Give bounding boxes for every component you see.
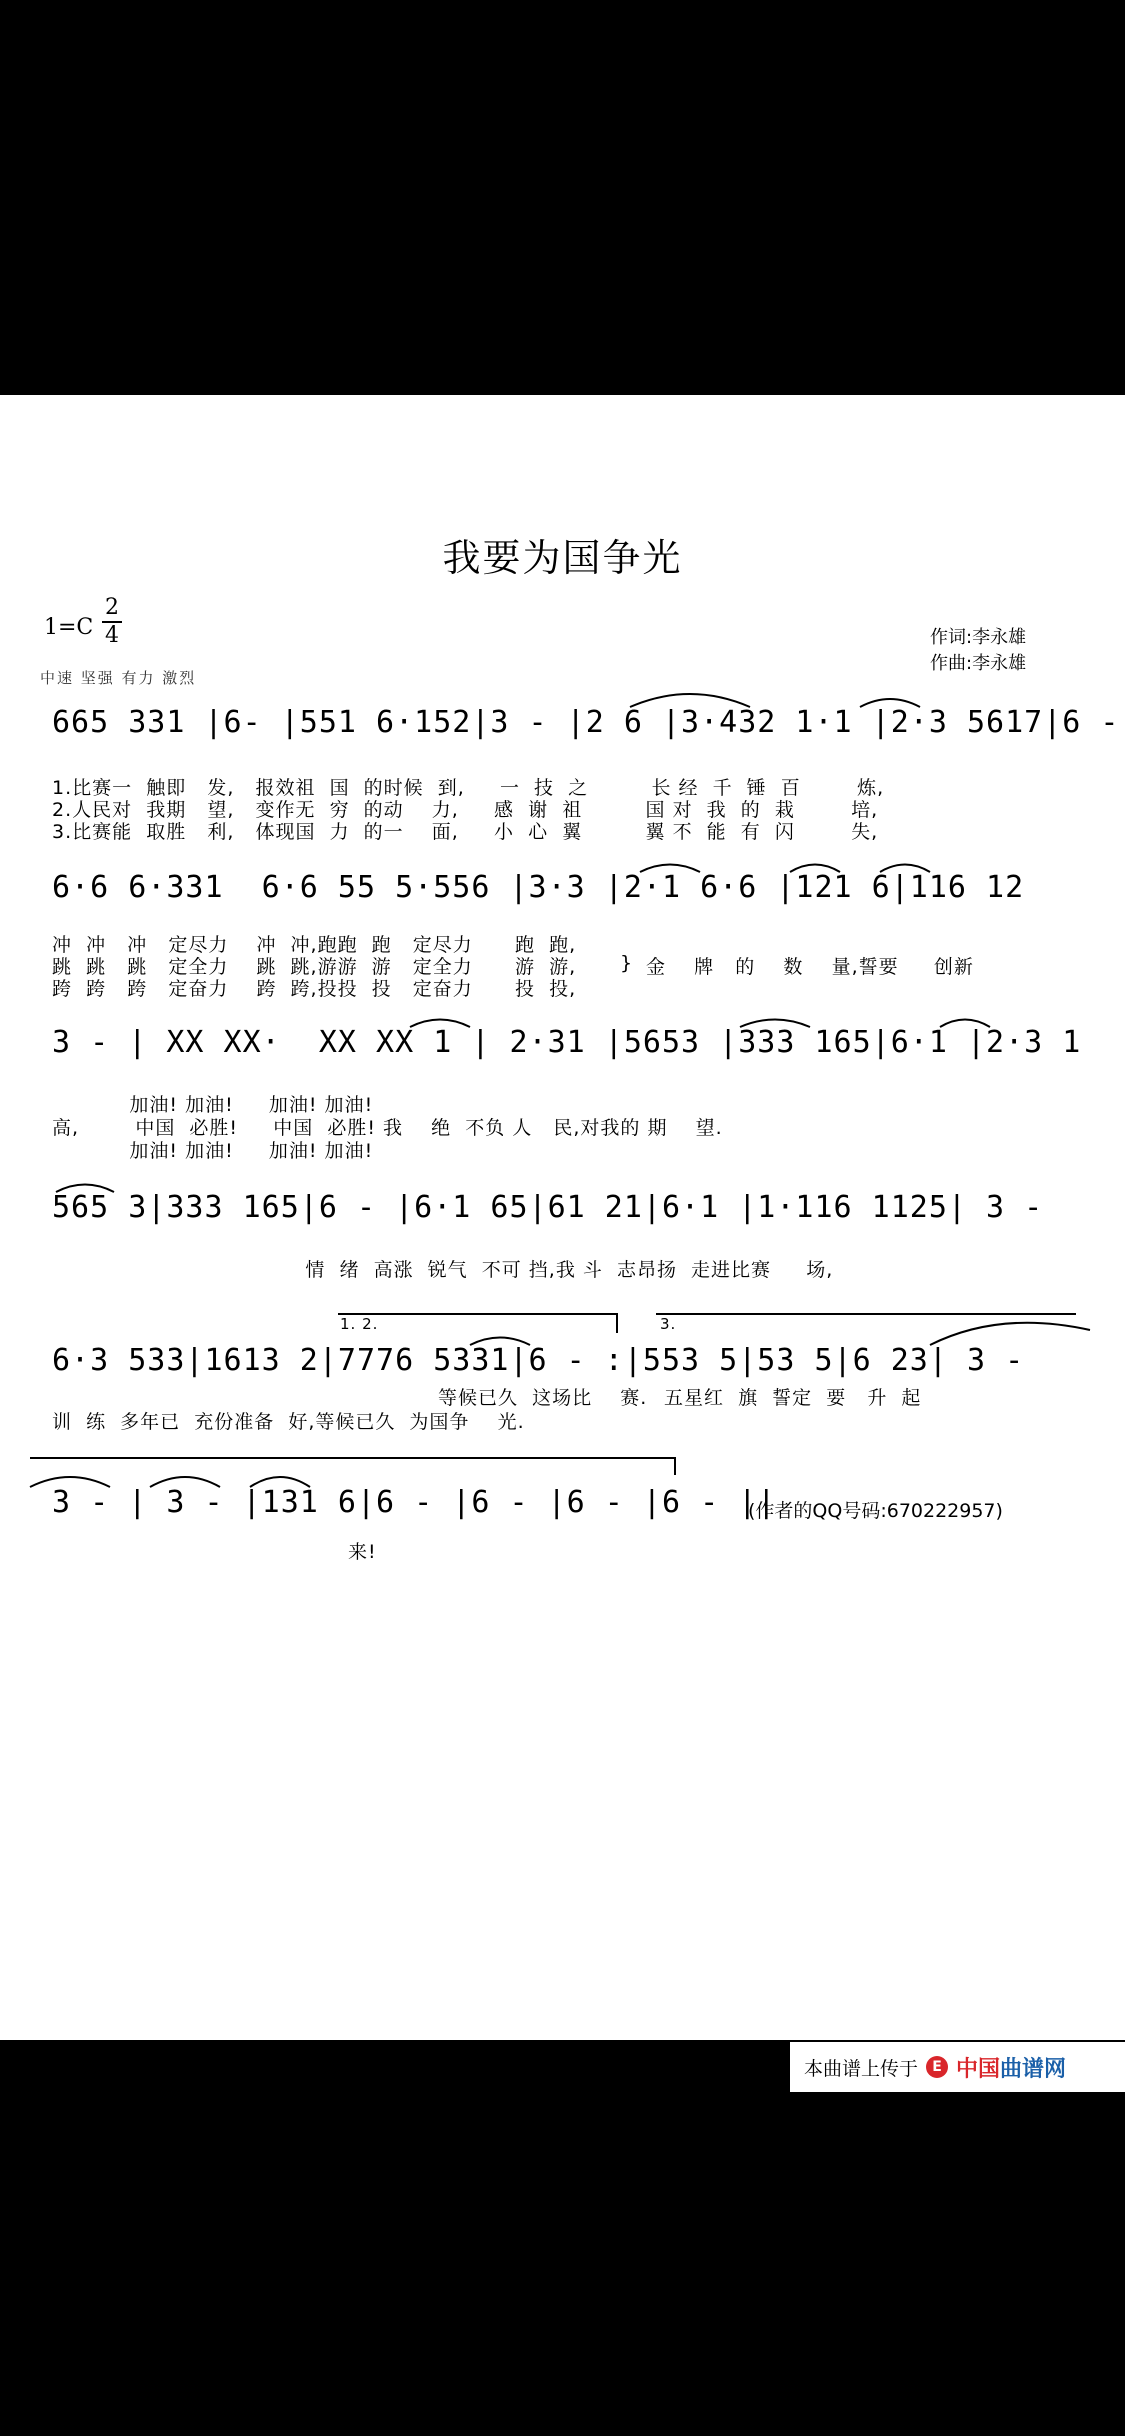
notation-row-5: 6·3 533|1613 2|7776 5331|6 - :|553 5|53 5|6 23| 3 - [52, 1343, 1025, 1378]
site-logo-icon: E [926, 2056, 948, 2078]
lyric-line-5-alt: 等候已久 这场比 赛. [438, 1387, 648, 1409]
time-bottom: 4 [105, 623, 119, 648]
site-brand[interactable]: 中国曲谱网 [956, 2056, 1067, 2082]
brace: } [620, 952, 634, 974]
slur-marks [0, 395, 1125, 2040]
lyric-line-3-3: 加油! 加油! 加油! 加油! [52, 1140, 374, 1162]
tempo-marking: 中速 坚强 有力 激烈 [40, 669, 197, 687]
lyric-line-3-2: 高, 中国 必胜! 中国 必胜! 我 绝 不负 人 民,对我的 期 望. [52, 1117, 723, 1139]
volta-1-2-label: 1. 2. [340, 1315, 379, 1333]
author-qq: (作者的QQ号码:670222957) [748, 1500, 1003, 1522]
uploaded-label: 本曲谱上传于 [804, 2057, 919, 2080]
site-footer [790, 2042, 1125, 2092]
composer: 作曲:李永雄 [930, 653, 1027, 674]
lyric-line-2-2: 跳 跳 跳 定全力 跳 跳,游游 游 定全力 游 游, [52, 956, 577, 978]
volta-3-label: 3. [660, 1315, 677, 1333]
lyric-line-1-1: 1.比赛一 触即 发, 报效祖 国 的时候 到, 一 技 之 长 经 千 锤 百 炼, [52, 777, 885, 799]
lyric-line-4: 情 绪 高涨 锐气 不可 挡,我 斗 志昂扬 走进比赛 场, [52, 1259, 834, 1281]
notation-row-2: 6·6 6·331 6·6 55 5·556 |3·3 |2·1 6·6 |121 6|116 12 [52, 870, 1025, 905]
lyric-line-2-3: 跨 跨 跨 定奋力 跨 跨,投投 投 定奋力 投 投, [52, 978, 577, 1000]
lyricist: 作词:李永雄 [930, 627, 1027, 648]
lyric-line-3-1: 加油! 加油! 加油! 加油! [52, 1094, 374, 1116]
notation-row-3: 3 - | XX XX· XX XX 1 | 2·31 |5653 |333 165|6·1 |2·3 1 [52, 1025, 1082, 1060]
lyric-line-2-right: 金 牌 的 数 量,誓要 创新 [646, 956, 974, 978]
lyric-line-2-1: 冲 冲 冲 定尽力 冲 冲,跑跑 跑 定尽力 跑 跑, [52, 934, 577, 956]
notation-row-4: 565 3|333 165|6 - |6·1 65|61 21|6·1 |1·116 1125| 3 - [52, 1190, 1044, 1225]
score-sheet [0, 395, 1125, 2040]
lyric-line-1-3: 3.比赛能 取胜 利, 体现国 力 的一 面, 小 心 翼 翼 不 能 有 闪 失, [52, 821, 879, 843]
lyric-line-1-2: 2.人民对 我期 望, 变作无 穷 的动 力, 感 谢 祖 国 对 我 的 栽 培, [52, 799, 879, 821]
time-top: 2 [105, 595, 119, 620]
lyric-line-5: 训 练 多年已 充份准备 好,等候已久 为国争 光. [52, 1411, 525, 1433]
lyric-line-5-right: 五星红 旗 誓定 要 升 起 [664, 1387, 922, 1409]
key-signature: 1=C [44, 615, 94, 640]
song-title: 我要为国争光 [442, 536, 683, 580]
notation-row-6: 3 - | 3 - |131 6|6 - |6 - |6 - |6 - || [52, 1485, 777, 1520]
notation-row-1: 665 331 |6- |551 6·152|3 - |2 6 |3·432 1·1 |2·3 5617|6 - [52, 705, 1120, 740]
lyric-line-6: 来! [348, 1541, 377, 1563]
